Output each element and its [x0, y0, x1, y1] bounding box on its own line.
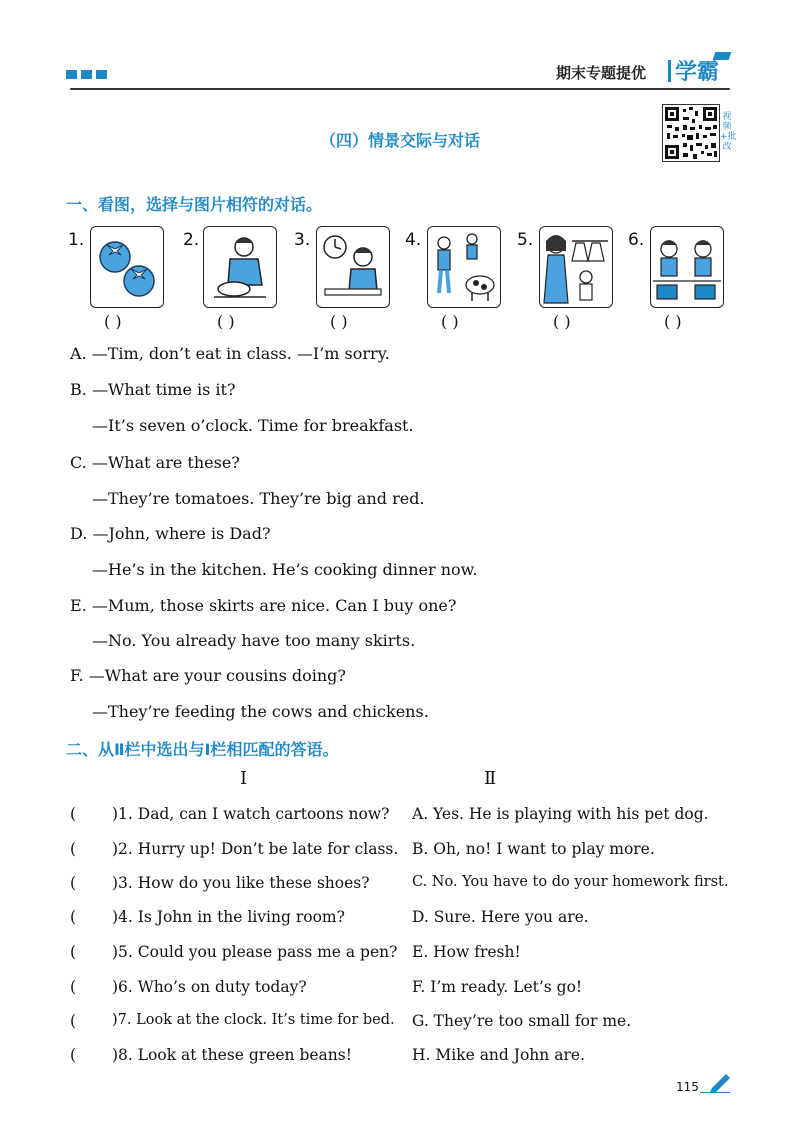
- picture-number-6: 6.: [628, 230, 645, 250]
- picture-classroom: [650, 226, 724, 308]
- match-answer: D. Sure. Here you are.: [412, 908, 589, 926]
- match-question: )4. Is John in the living room?: [112, 908, 345, 926]
- dialogue-b: [70, 380, 236, 399]
- dialogue-c-reply: —They’re tomatoes. They’re big and red.: [92, 489, 425, 508]
- dialogue-f: [70, 666, 346, 685]
- match-row: [70, 908, 589, 926]
- qr-caption: 视频+批改: [720, 112, 737, 152]
- header-subtitle: 期末专题提优: [556, 64, 647, 82]
- answer-blank-3[interactable]: ( ): [330, 312, 348, 331]
- answer-paren[interactable]: (: [70, 805, 77, 823]
- match-row: [70, 1012, 632, 1030]
- match-row: [70, 874, 729, 892]
- answer-paren[interactable]: (: [70, 978, 77, 996]
- dialogue-line: —What are these?: [91, 453, 240, 472]
- picture-feeding-animals: [427, 226, 501, 308]
- column-1-heading: Ⅰ: [240, 768, 248, 789]
- brand-logo: 学霸: [675, 60, 720, 85]
- header-rule: [70, 88, 730, 90]
- picture-clock: [316, 226, 390, 308]
- picture-number-4: 4.: [405, 230, 422, 250]
- answer-blank-5[interactable]: ( ): [553, 312, 571, 331]
- picture-number-1: 1.: [68, 230, 85, 250]
- brand-bar: [668, 60, 671, 82]
- dialogue-e-reply: —No. You already have too many skirts.: [92, 631, 416, 650]
- answer-blank-6[interactable]: ( ): [664, 312, 682, 331]
- match-question: )3. How do you like these shoes?: [112, 874, 370, 892]
- match-question: )2. Hurry up! Don’t be late for class.: [112, 840, 399, 858]
- match-question: )6. Who’s on duty today?: [112, 978, 307, 996]
- dialogue-letter: F.: [70, 666, 84, 685]
- match-answer: G. They’re too small for me.: [412, 1012, 632, 1030]
- dialogue-line: —Tim, don’t eat in class. —I’m sorry.: [91, 344, 390, 363]
- dialogue-b-reply: —It’s seven o’clock. Time for breakfast.: [92, 416, 414, 435]
- brand-cap-icon: [713, 52, 732, 60]
- match-question: )7. Look at the clock. It’s time for bed.: [112, 1012, 395, 1028]
- dialogue-line: —John, where is Dad?: [92, 524, 271, 543]
- match-row: [70, 840, 655, 858]
- match-question: )1. Dad, can I watch cartoons now?: [112, 805, 390, 823]
- match-answer: E. How fresh!: [412, 943, 521, 961]
- dialogue-line: —Mum, those skirts are nice. Can I buy one?: [91, 596, 457, 615]
- column-2-heading: Ⅱ: [484, 768, 497, 789]
- dialogue-a: [70, 344, 390, 363]
- answer-blank-1[interactable]: ( ): [104, 312, 122, 331]
- dialogue-letter: A.: [70, 344, 87, 363]
- answer-paren[interactable]: (: [70, 1046, 77, 1064]
- match-answer: B. Oh, no! I want to play more.: [412, 840, 655, 858]
- dialogue-f-reply: —They’re feeding the cows and chickens.: [92, 702, 429, 721]
- section-title: （四）情景交际与对话: [319, 131, 480, 150]
- match-row: [70, 943, 521, 961]
- match-answer: F. I’m ready. Let’s go!: [412, 978, 583, 996]
- match-answer: C. No. You have to do your homework first.: [412, 874, 729, 890]
- match-row: [70, 1046, 585, 1064]
- picture-number-2: 2.: [183, 230, 200, 250]
- match-answer: A. Yes. He is playing with his pet dog.: [412, 805, 709, 823]
- dialogue-d: [70, 524, 271, 543]
- page-number: 115: [676, 1080, 699, 1094]
- question-1-heading: 一、看图，选择与图片相符的对话。: [66, 195, 323, 214]
- match-question: )8. Look at these green beans!: [112, 1046, 352, 1064]
- dialogue-letter: B.: [70, 380, 87, 399]
- question-2-heading: 二、从Ⅱ栏中选出与Ⅰ栏相匹配的答语。: [66, 740, 339, 759]
- picture-number-3: 3.: [294, 230, 311, 250]
- match-row: [70, 978, 583, 996]
- picture-tomatoes: [90, 226, 164, 308]
- match-answer: H. Mike and John are.: [412, 1046, 585, 1064]
- dialogue-c: [70, 453, 240, 472]
- match-row: [70, 805, 709, 823]
- match-question: )5. Could you please pass me a pen?: [112, 943, 398, 961]
- picture-number-5: 5.: [517, 230, 534, 250]
- answer-paren[interactable]: (: [70, 840, 77, 858]
- answer-paren[interactable]: (: [70, 874, 77, 892]
- answer-paren[interactable]: (: [70, 908, 77, 926]
- picture-skirts-shop: [539, 226, 613, 308]
- answer-blank-2[interactable]: ( ): [217, 312, 235, 331]
- answer-paren[interactable]: (: [70, 943, 77, 961]
- answer-paren[interactable]: (: [70, 1012, 77, 1030]
- dialogue-d-reply: —He’s in the kitchen. He’s cooking dinner now.: [92, 560, 478, 579]
- dialogue-letter: E.: [70, 596, 87, 615]
- dialogue-line: —What time is it?: [91, 380, 236, 399]
- dialogue-letter: C.: [70, 453, 87, 472]
- dialogue-line: —What are your cousins doing?: [88, 666, 346, 685]
- dialogue-letter: D.: [70, 524, 88, 543]
- picture-cooking: [203, 226, 277, 308]
- answer-blank-4[interactable]: ( ): [441, 312, 459, 331]
- dialogue-e: [70, 596, 456, 615]
- header-decoration: [66, 70, 107, 79]
- footer-rule: [700, 1092, 730, 1093]
